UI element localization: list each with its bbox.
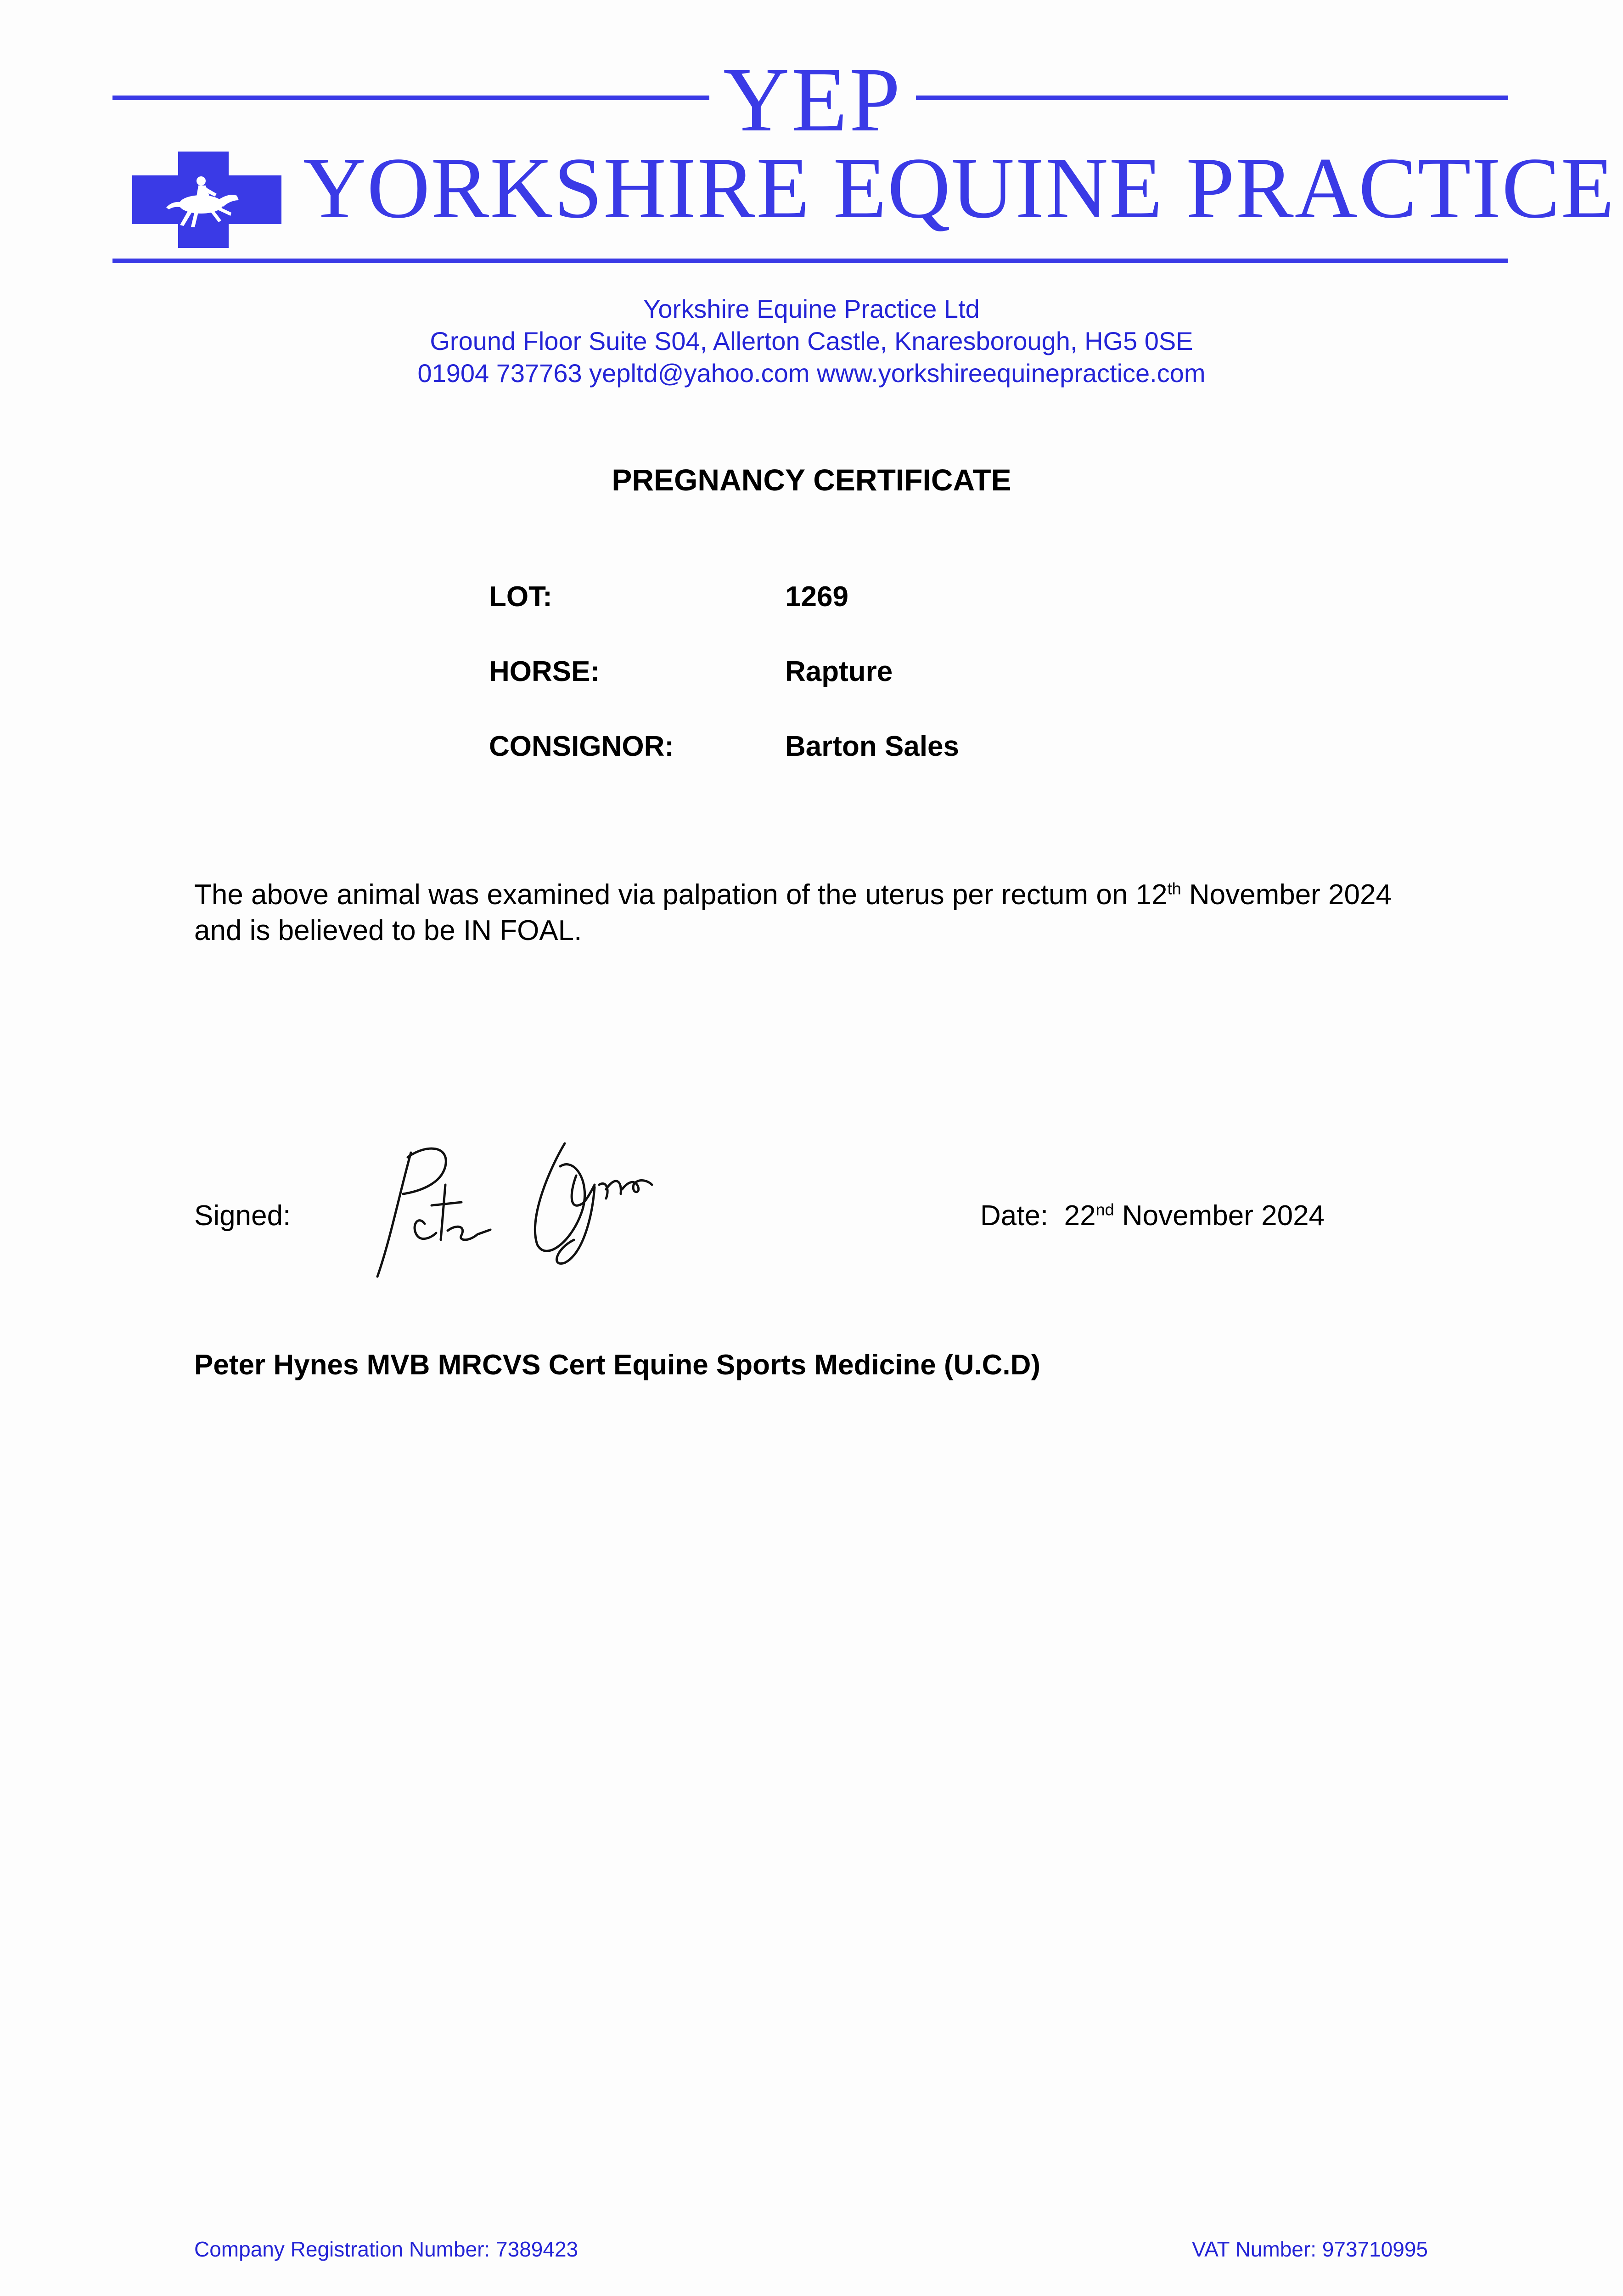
handwritten-signature bbox=[367, 1125, 680, 1290]
statement-text-part-2: November 2024 and is believed to be IN FOAL. bbox=[194, 879, 1392, 946]
company-street-address: Ground Floor Suite S04, Allerton Castle, Knaresborough, HG5 0SE bbox=[430, 326, 1193, 355]
company-contact-line: 01904 737763 yepltd@yahoo.com www.yorkshireequinepractice.com bbox=[417, 359, 1206, 388]
horse-label: HORSE: bbox=[489, 656, 600, 687]
signed-label: Signed: bbox=[194, 1200, 291, 1232]
examination-statement bbox=[194, 877, 1434, 949]
letterhead-top-rule-right bbox=[916, 96, 1508, 100]
date-label: Date: bbox=[980, 1200, 1049, 1232]
logo-practice-name: YORKSHIRE EQUINE PRACTICE bbox=[303, 140, 1615, 236]
document-title: PREGNANCY CERTIFICATE bbox=[612, 463, 1011, 497]
lot-label: LOT: bbox=[489, 581, 552, 613]
letterhead-bottom-rule bbox=[112, 259, 1508, 263]
vat-number: VAT Number: 973710995 bbox=[1192, 2237, 1428, 2261]
medical-cross-with-racehorse-icon bbox=[132, 152, 281, 248]
company-name: Yorkshire Equine Practice Ltd bbox=[643, 294, 980, 323]
statement-ordinal-suffix: th bbox=[1167, 879, 1181, 898]
statement-text-part-1: The above animal was examined via palpation of the uterus per rectum on 12 bbox=[194, 879, 1168, 911]
date-line bbox=[980, 1199, 1325, 1233]
date-day: 22 bbox=[1064, 1200, 1096, 1232]
letterhead-top-rule-left bbox=[112, 96, 709, 100]
company-registration-number: Company Registration Number: 7389423 bbox=[194, 2237, 578, 2261]
date-month-year: November 2024 bbox=[1114, 1200, 1325, 1232]
consignor-value: Barton Sales bbox=[785, 731, 960, 762]
vet-credentials: Peter Hynes MVB MRCVS Cert Equine Sports Medicine (U.C.D) bbox=[194, 1349, 1041, 1381]
date-ordinal-suffix: nd bbox=[1095, 1200, 1114, 1219]
consignor-label: CONSIGNOR: bbox=[489, 731, 674, 762]
logo-acronym: YEP bbox=[723, 49, 902, 151]
horse-value: Rapture bbox=[785, 656, 893, 687]
lot-value: 1269 bbox=[785, 581, 848, 613]
